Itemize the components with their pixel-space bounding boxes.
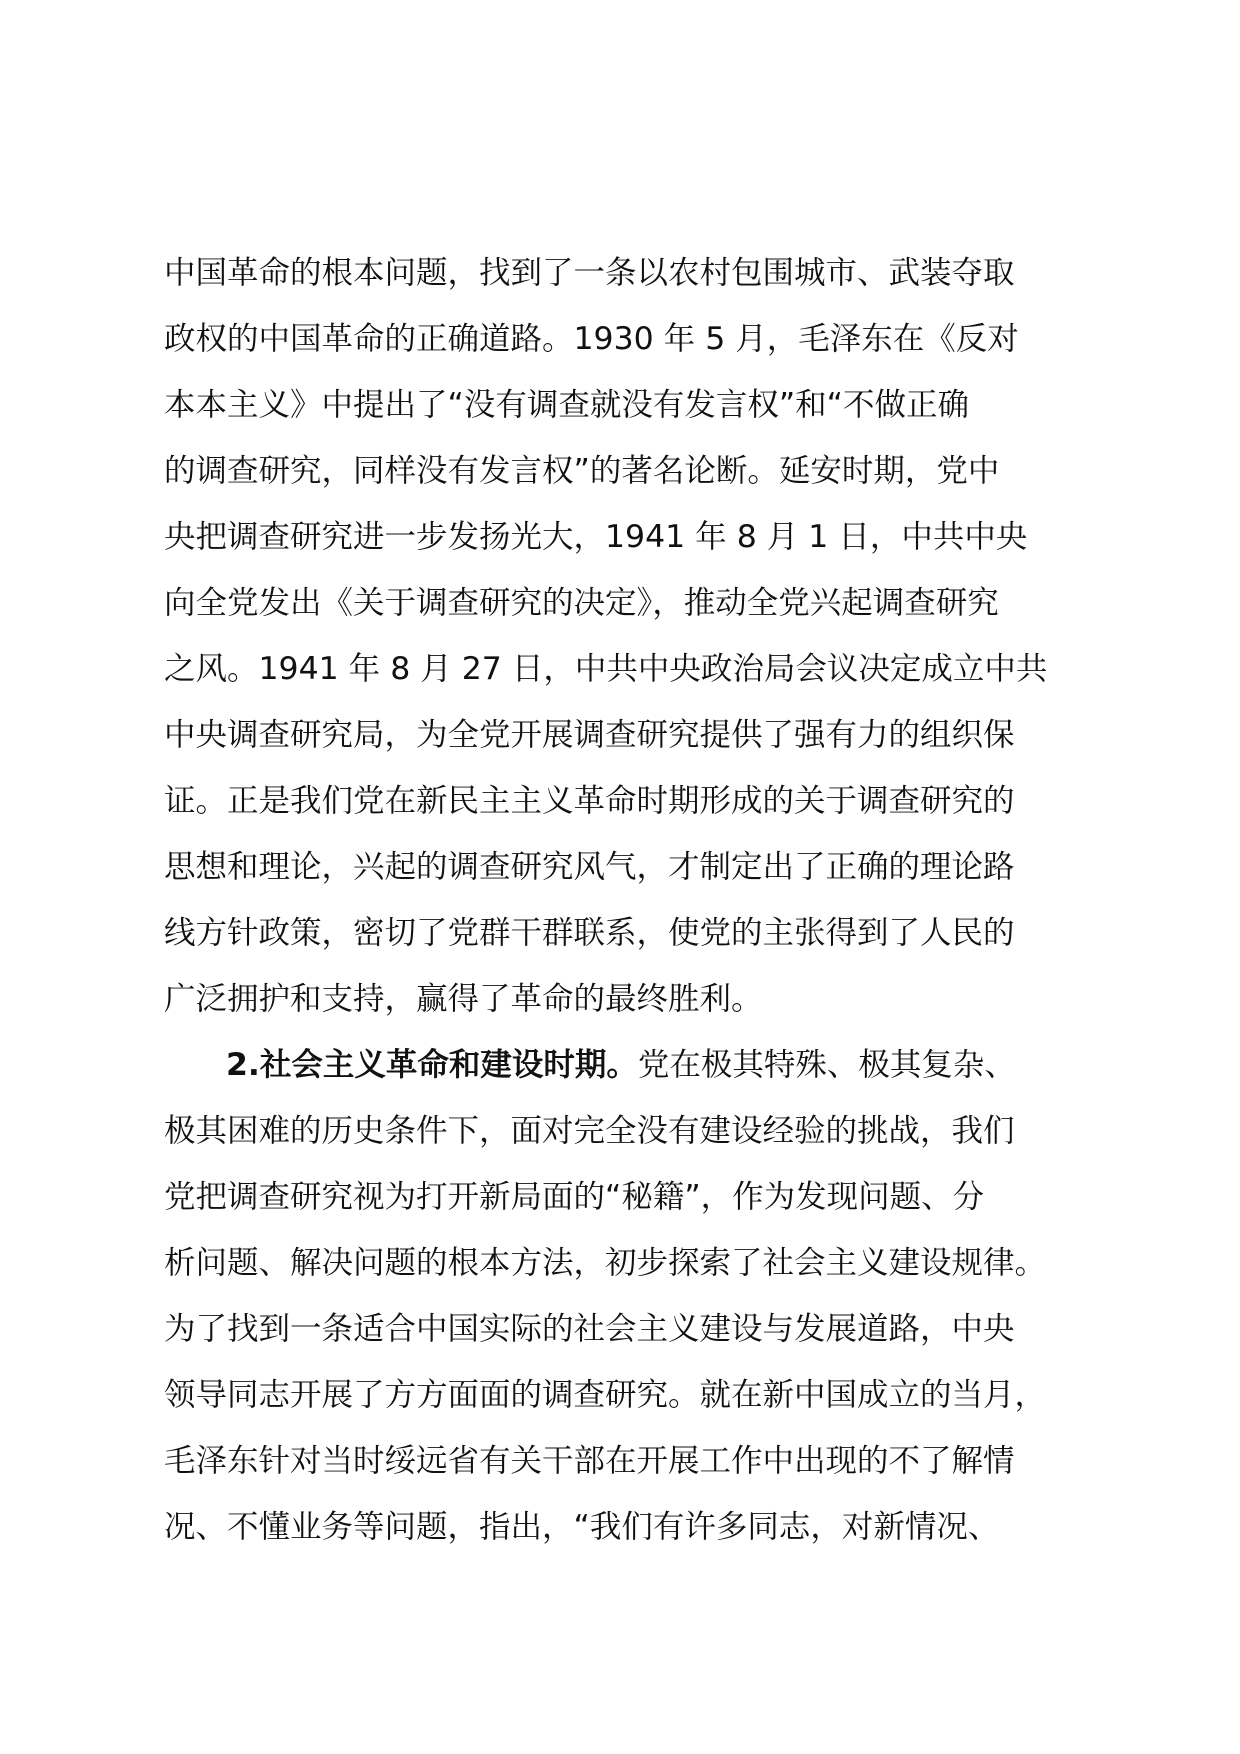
text-line: 中央调查研究局，为全党开展调查研究提供了强有力的组织保 bbox=[164, 717, 1015, 753]
text-line: 思想和理论，兴起的调查研究风气，才制定出了正确的理论路 bbox=[164, 849, 1015, 885]
section-heading-line bbox=[164, 1032, 1094, 1098]
text-line: 极其困难的历史条件下，面对完全没有建设经验的挑战，我们 bbox=[164, 1113, 1015, 1149]
text-line: 析问题、解决问题的根本方法，初步探索了社会主义建设规律。 bbox=[164, 1245, 1047, 1281]
text-line: 本本主义》中提出了“没有调查就没有发言权”和“不做正确 bbox=[164, 387, 969, 423]
document-body bbox=[164, 240, 1094, 1560]
text-line: 广泛拥护和支持，赢得了革命的最终胜利。 bbox=[164, 981, 763, 1017]
text-line: 的调查研究，同样没有发言权”的著名论断。延安时期，党中 bbox=[164, 453, 1000, 489]
text-line: 领导同志开展了方方面面的调查研究。就在新中国成立的当月， bbox=[164, 1377, 1047, 1413]
text-line: 为了找到一条适合中国实际的社会主义建设与发展道路，中央 bbox=[164, 1311, 1015, 1347]
text-line: 证。正是我们党在新民主主义革命时期形成的关于调查研究的 bbox=[164, 783, 1015, 819]
text-line: 中国革命的根本问题，找到了一条以农村包围城市、武装夺取 bbox=[164, 255, 1015, 291]
text-line: 向全党发出《关于调查研究的决定》，推动全党兴起调查研究 bbox=[164, 585, 999, 621]
text-line: 况、不懂业务等问题，指出，“我们有许多同志，对新情况、 bbox=[164, 1509, 1000, 1545]
section-heading-rest: 党在极其特殊、极其复杂、 bbox=[637, 1047, 1016, 1083]
text-line: 毛泽东针对当时绥远省有关干部在开展工作中出现的不了解情 bbox=[164, 1443, 1015, 1479]
text-line: 之风。1941 年 8 月 27 日，中共中央政治局会议决定成立中共 bbox=[164, 651, 1048, 687]
section-heading: 2.社会主义革命和建设时期。 bbox=[226, 1047, 638, 1083]
text-line: 央把调查研究进一步发扬光大，1941 年 8 月 1 日，中共中央 bbox=[164, 519, 1028, 555]
text-line: 线方针政策，密切了党群干群联系，使党的主张得到了人民的 bbox=[164, 915, 1015, 951]
text-line: 党把调查研究视为打开新局面的“秘籍”，作为发现问题、分 bbox=[164, 1179, 985, 1215]
text-line: 政权的中国革命的正确道路。1930 年 5 月，毛泽东在《反对 bbox=[164, 321, 1019, 357]
